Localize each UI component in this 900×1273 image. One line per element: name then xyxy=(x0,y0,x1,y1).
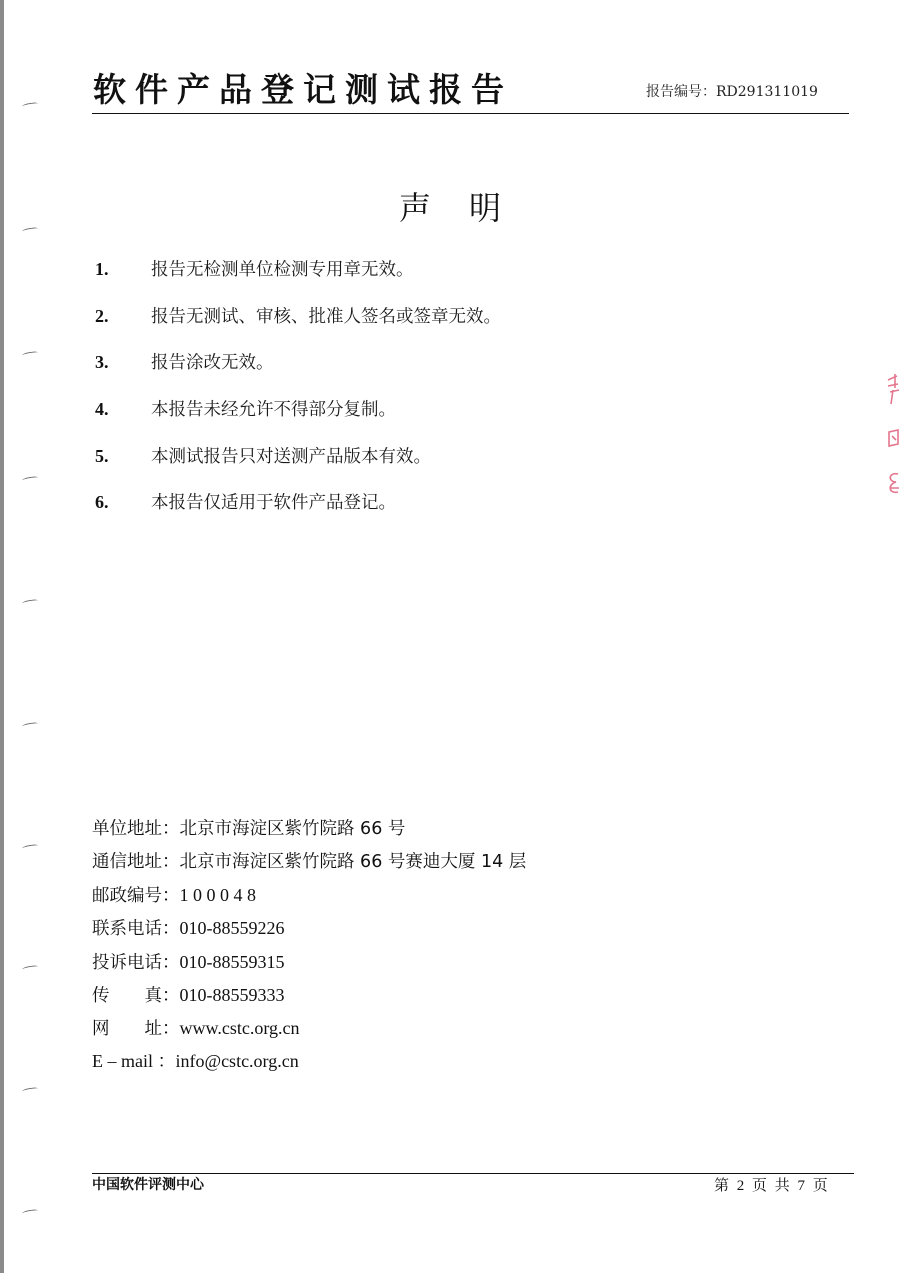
contact-label: 通信地址： xyxy=(92,852,180,872)
item-number: 1. xyxy=(95,259,109,279)
item-text: 本报告未经允许不得部分复制。 xyxy=(151,400,396,420)
page-number: 第 2 页 共 7 页 xyxy=(714,1178,828,1194)
report-number xyxy=(646,81,818,101)
contact-label: 单位地址： xyxy=(92,819,180,839)
contact-label: E – mail ： xyxy=(92,1051,176,1071)
declaration-item xyxy=(95,487,396,517)
declaration-item xyxy=(95,347,274,377)
contact-postcode xyxy=(92,880,256,911)
contact-value: 010-88559315 xyxy=(179,952,285,972)
contact-value: 010-88559226 xyxy=(179,918,285,938)
report-number-label: 报告编号： xyxy=(646,84,716,100)
binding-hole-mark xyxy=(22,965,38,972)
contact-value: 1 0 0 0 4 8 xyxy=(179,885,256,905)
item-text: 报告涂改无效。 xyxy=(151,353,274,373)
seal-stamp-fragment xyxy=(883,370,900,510)
binding-hole-mark xyxy=(22,1209,38,1216)
declaration-item xyxy=(95,394,396,424)
contact-value: www.cstc.org.cn xyxy=(179,1018,300,1038)
binding-hole-mark xyxy=(22,599,38,606)
item-number: 5. xyxy=(95,446,109,466)
binding-hole-mark xyxy=(22,351,38,358)
item-number: 2. xyxy=(95,306,109,326)
header-divider xyxy=(92,113,849,114)
contact-address xyxy=(92,814,405,844)
contact-label: 联系电话： xyxy=(92,919,180,939)
binding-hole-mark xyxy=(22,102,38,109)
contact-value: info@cstc.org.cn xyxy=(175,1051,299,1071)
contact-value: 010-88559333 xyxy=(179,985,285,1005)
contact-label: 投诉电话： xyxy=(92,953,180,973)
contact-phone xyxy=(92,913,285,944)
binding-hole-mark xyxy=(22,844,38,851)
contact-value: 北京市海淀区紫竹院路 66 号赛迪大厦 14 层 xyxy=(179,852,527,872)
contact-value: 北京市海淀区紫竹院路 66 号 xyxy=(179,819,406,839)
item-text: 报告无检测单位检测专用章无效。 xyxy=(151,260,414,280)
binding-hole-mark xyxy=(22,1087,38,1094)
footer-organization: 中国软件评测中心 xyxy=(92,1177,204,1193)
contact-website xyxy=(92,1013,299,1044)
contact-email xyxy=(92,1046,299,1077)
declaration-item xyxy=(95,441,431,471)
contact-label: 邮政编号： xyxy=(92,886,180,906)
item-text: 报告无测试、审核、批准人签名或签章无效。 xyxy=(151,307,501,327)
item-text: 本报告仅适用于软件产品登记。 xyxy=(151,493,396,513)
item-number: 6. xyxy=(95,492,109,512)
declaration-title: 声明 xyxy=(398,189,539,227)
declaration-item xyxy=(95,301,501,331)
item-text: 本测试报告只对送测产品版本有效。 xyxy=(151,447,431,467)
binding-hole-mark xyxy=(22,722,38,729)
report-title: 软件产品登记测试报告 xyxy=(93,70,513,109)
contact-complaint-phone xyxy=(92,947,285,978)
declaration-item xyxy=(95,254,414,284)
contact-fax xyxy=(92,980,285,1011)
item-number: 3. xyxy=(95,352,109,372)
binding-hole-mark xyxy=(22,476,38,483)
contact-label: 传 真： xyxy=(92,986,180,1006)
contact-label: 网 址： xyxy=(92,1019,180,1039)
contact-mail-address xyxy=(92,847,526,877)
item-number: 4. xyxy=(95,399,109,419)
report-number-value: RD291311019 xyxy=(716,84,818,100)
